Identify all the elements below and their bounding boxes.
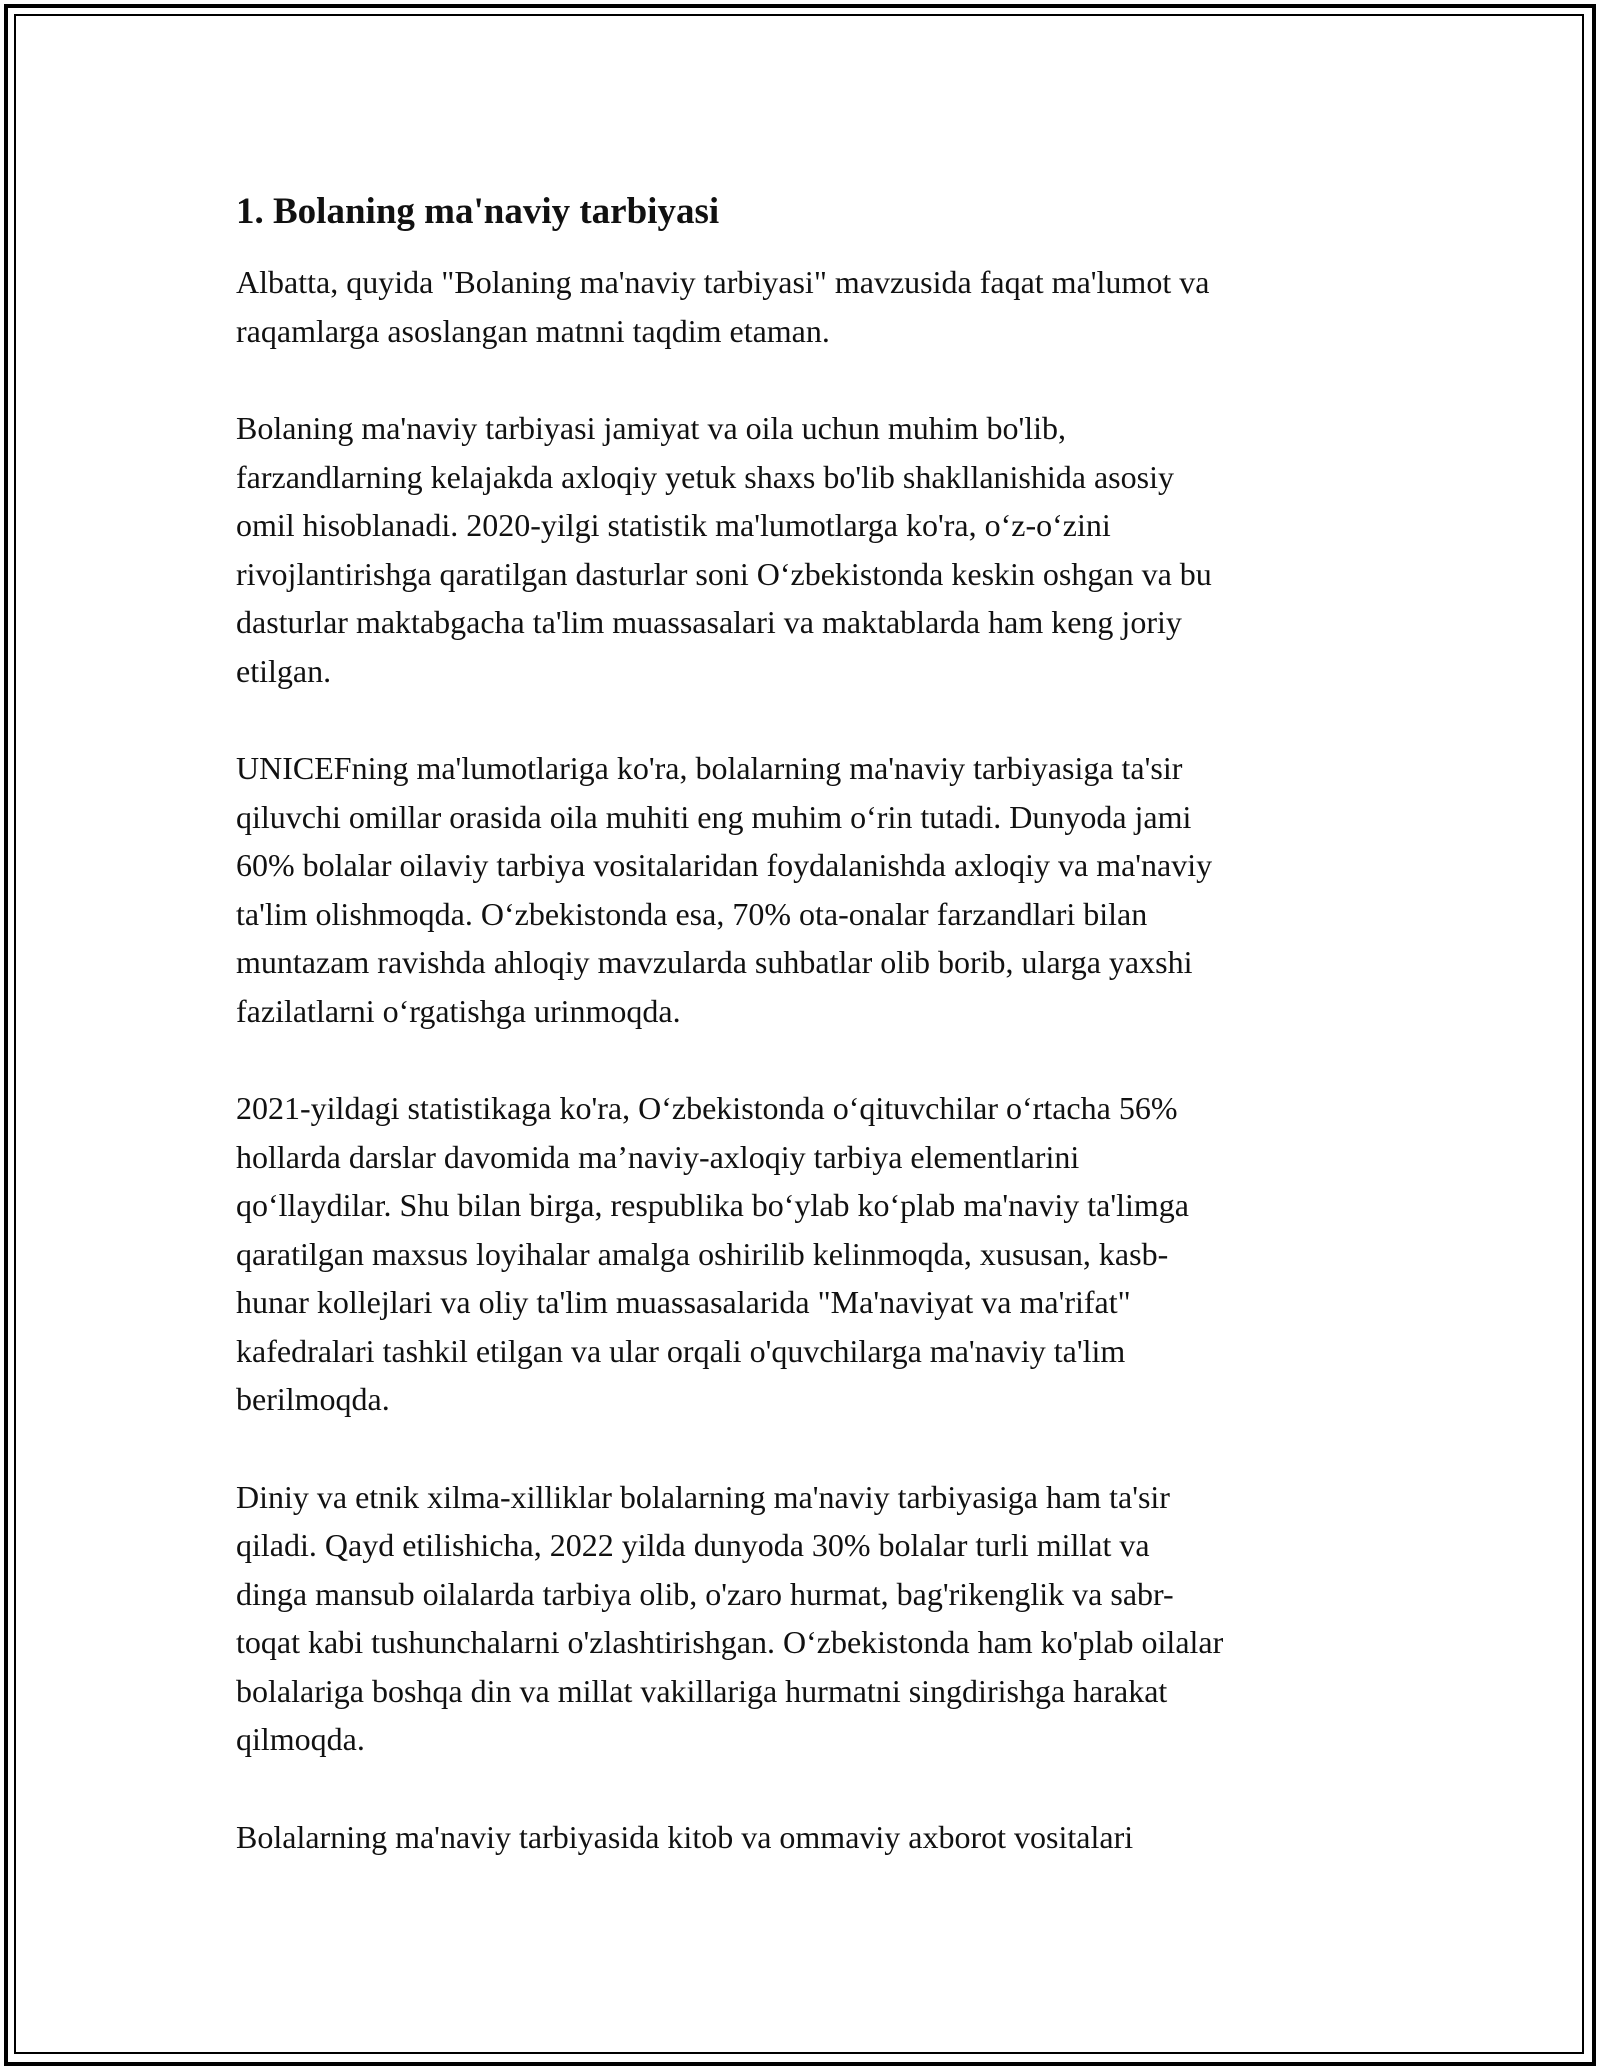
- paragraph-media: Bolalarning ma'naviy tarbiyasida kitob va ommaviy axborot vositalari: [236, 1818, 1134, 1855]
- paragraph-importance: Bolaning ma'naviy tarbiyasi jamiyat va oila uchun muhim bo'lib, farzandlarning kelajakda axloqiy yetuk shaxs bo'lib shakllanishida asosiy omil hisoblanadi. 2020-yilgi statistik ma'lumotlarga ko'ra, o‘z-o‘zini rivojlantirishga qaratilgan dasturlar soni O‘zbekistonda keskin oshgan va bu dasturlar maktabgacha ta'lim muassasalari va maktablarda ham keng joriy etilgan.: [236, 410, 1212, 689]
- paragraph-diversity: Diniy va etnik xilma-xilliklar bolalarning ma'naviy tarbiyasiga ham ta'sir qiladi. Qayd etilishicha, 2022 yilda dunyoda 30% bolalar turli millat va dinga mansub oilalarda tarbiya olib, o'zaro hurmat, bag'rikenglik va sabr- toqat kabi tushunchalarni o'zlashtirishgan. O‘zbekistonda ham ko'plab oilalar bolalariga boshqa din va millat vakillariga hurmatni singdirishga harakat qilmoqda.: [236, 1478, 1224, 1757]
- paragraph-unicef: UNICEFning ma'lumotlariga ko'ra, bolalarning ma'naviy tarbiyasiga ta'sir qiluvchi omillar orasida oila muhiti eng muhim o‘rin tutadi. Dunyoda jami 60% bolalar oilaviy tarbiya vositalaridan foydalanishda axloqiy va ma'naviy ta'lim olishmoqda. O‘zbekistonda esa, 70% ota-onalar farzandlari bilan muntazam ravishda ahloqiy mavzularda suhbatlar olib borib, ularga yaxshi fazilatlarni o‘rgatishga urinmoqda.: [236, 750, 1213, 1029]
- paragraph-teachers-2021: 2021-yildagi statistikaga ko'ra, O‘zbekistonda o‘qituvchilar o‘rtacha 56% hollarda darslar davomida ma’naviy-axloqiy tarbiya elementlarini qo‘llaydilar. Shu bilan birga, respublika bo‘ylab ko‘plab ma'naviy ta'limga qaratilgan maxsus loyihalar amalga oshirilib kelinmoqda, xususan, kasb- hunar kollejlari va oliy ta'lim muassasalarida "Ma'naviyat va ma'rifat" kafedralari tashkil etilgan va ular orqali o'quvchilarga ma'naviy ta'lim berilmoqda.: [236, 1090, 1189, 1417]
- section-title: 1. Bolaning ma'naviy tarbiyasi: [236, 191, 720, 232]
- document-body: [236, 186, 1376, 1910]
- paragraph-intro: Albatta, quyida "Bolaning ma'naviy tarbiyasi" mavzusida faqat ma'lumot va raqamlarga asoslangan matnni taqdim etaman.: [236, 264, 1210, 349]
